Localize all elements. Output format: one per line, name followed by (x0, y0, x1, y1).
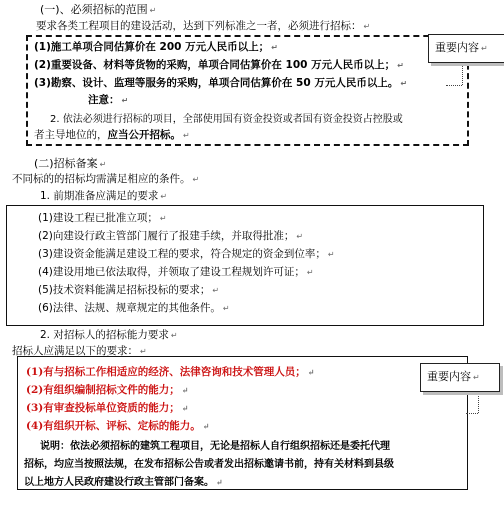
requirement-item-2: (2)有组织编制招标文件的能力； ↵ (26, 384, 189, 396)
section2-sub2-intro: 招标人应满足以下的要求： ↵ (12, 345, 147, 357)
section1-heading: (一)、必须招标的范围 ↵ (40, 3, 157, 16)
condition-item-5: (5)技术资料能满足招标投标的要求； ↵ (38, 284, 220, 296)
requirement-item-1: (1)有与招标工作相适应的经济、法律咨询和技术管理人员； ↵ (26, 366, 315, 378)
section1-item-3: (3)勘察、设计、监理等服务的采购，单项合同估算价在 50 万元人民币以上。 ↵ (34, 77, 408, 89)
condition-item-2: (2)向建设行政主管部门履行了报建手续，并取得批准； ↵ (38, 230, 304, 242)
callout2-leader-h (466, 413, 478, 414)
section1-item-1: (1)施工单项合同估算价在 200 万元人民币以上； ↵ (34, 41, 278, 53)
section2-intro: 不同标的的招标均需满足相应的条件。 ↵ (12, 173, 200, 185)
section1-note-line1: 2. 依法必须进行招标的项目，全部使用国有资金投资或者国有资金投资占控股或 (50, 114, 403, 125)
condition-item-1: (1)建设工程已批准立项； ↵ (38, 212, 167, 224)
section1-note-line2: 者主导地位的，应当公开招标。 ↵ (34, 129, 190, 141)
section3-note-line2: 招标，均应当按照法规，在发布招标公告或者发出招标邀请书前，持有关材料到县级 (24, 459, 394, 470)
condition-item-6: (6)法律、法规、规章规定的其他条件。 ↵ (38, 302, 230, 314)
section3-note-line1: 说明：依法必须招标的建筑工程项目，无论是招标人自行组织招标还是委托代理 (40, 441, 390, 452)
requirement-item-3: (3)有审查投标单位资质的能力； ↵ (26, 402, 189, 414)
section3-note-line3: 以上地方人民政府建设行政主管部门备案。 ↵ (24, 477, 223, 488)
condition-item-3: (3)建设资金能满足建设工程的要求，符合规定的资金到位率； ↵ (38, 248, 335, 260)
section1-note-label: 注意： ↵ (88, 94, 129, 106)
section2-heading: (二)招标备案 ↵ (34, 157, 107, 170)
callout-important-1: 重要内容 ↵ (428, 34, 504, 63)
section2-sub2: 2. 对招标人的招标能力要求 ↵ (40, 329, 178, 341)
condition-item-4: (4)建设用地已依法取得，并领取了建设工程规划许可证； ↵ (38, 266, 314, 278)
callout1-leader-h (446, 85, 462, 86)
section2-sub1: 1. 前期准备应满足的要求 ↵ (40, 190, 168, 202)
section1-item-2: (2)重要设备、材料等货物的采购，单项合同估算价在 100 万元人民币以上； ↵ (34, 59, 404, 71)
section1-intro: 要求各类工程项目的建设活动，达到下列标准之一者，必须进行招标： ↵ (36, 20, 371, 32)
requirement-item-4: (4)有组织开标、评标、定标的能力。 ↵ (26, 420, 210, 432)
callout-important-2: 重要内容 ↵ (420, 363, 500, 392)
